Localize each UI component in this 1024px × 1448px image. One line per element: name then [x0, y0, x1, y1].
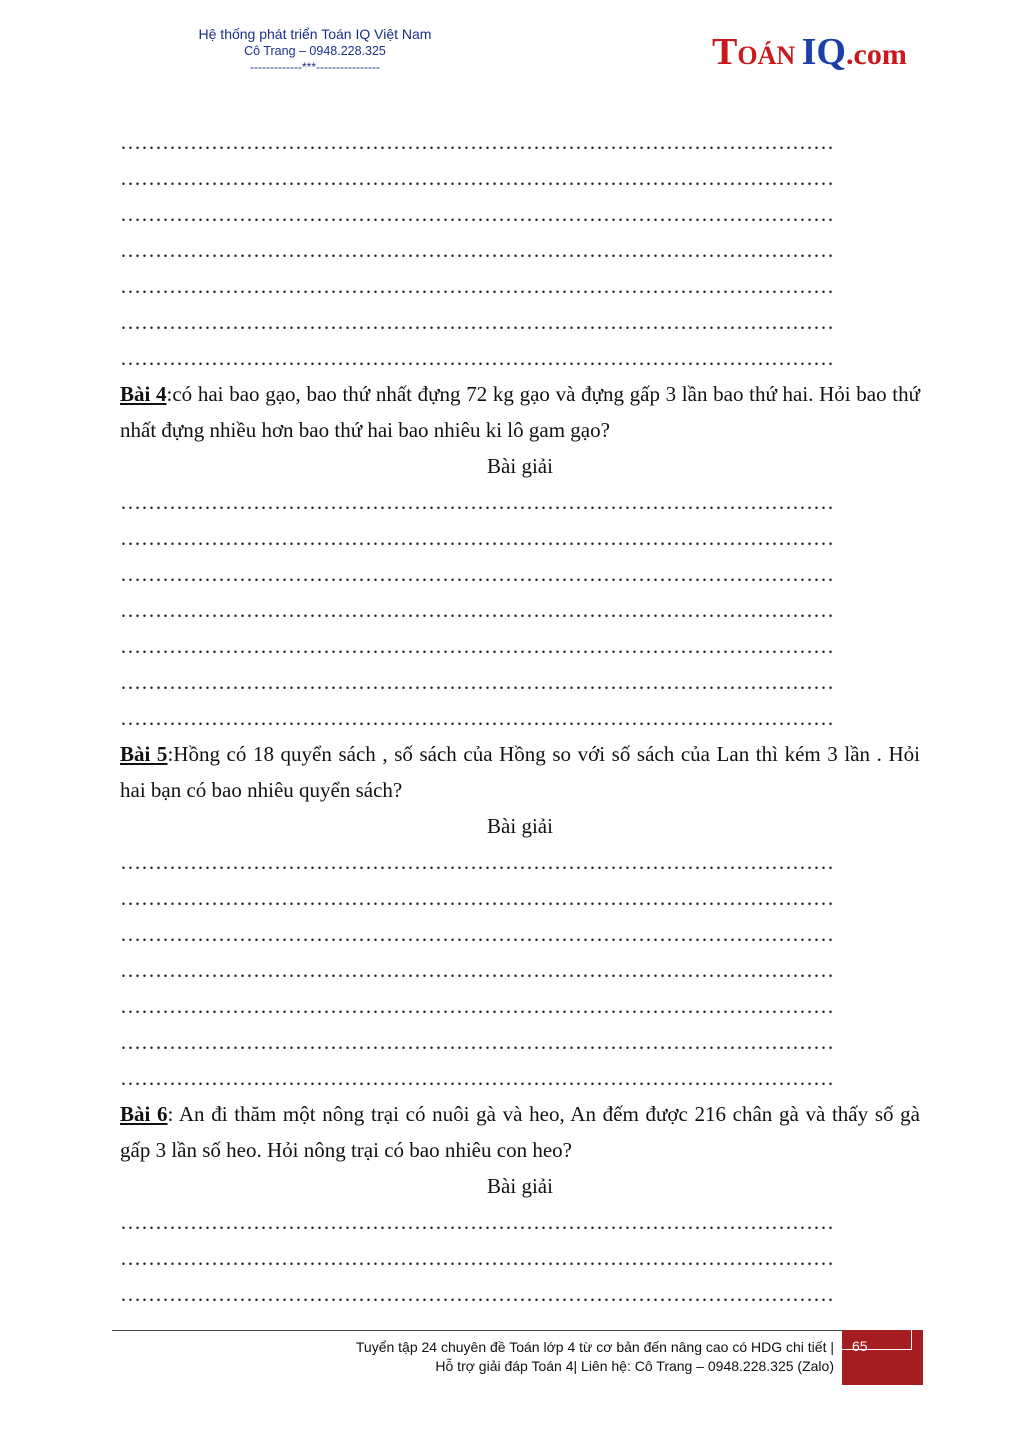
answer-line: …………………………………………………………………………………………: [120, 490, 834, 514]
problem-label: Bài 6: [120, 1102, 168, 1126]
header-contact: Cô Trang – 0948.228.325: [244, 44, 386, 58]
footer-line-1: Tuyển tập 24 chuyên đề Toán lớp 4 từ cơ bản đến nâng cao có HDG chi tiết |: [355, 1339, 834, 1355]
answer-line: …………………………………………………………………………………………: [120, 850, 834, 874]
logo-part-1: T: [712, 31, 738, 73]
answer-line: …………………………………………………………………………………………: [120, 994, 834, 1018]
problem-text: :có hai bao gạo, bao thứ nhất đựng 72 kg gạo và đựng gấp 3 lần bao thứ hai. Hỏi bao thứ nhất đựng nhiều hơn bao thứ hai bao nhiêu ki lô gam gạo?: [120, 382, 921, 442]
problem-label: Bài 5: [120, 742, 168, 766]
worksheet-content: [120, 124, 920, 1312]
page-number-box: [842, 1330, 923, 1385]
problem-text: :Hồng có 18 quyển sách , số sách của Hồng so với số sách của Lan thì kém 3 lần . Hỏi hai bạn có bao nhiêu quyển sách?: [120, 742, 920, 802]
problem-6: [120, 1096, 920, 1168]
answer-line: …………………………………………………………………………………………: [120, 130, 834, 154]
answer-line: …………………………………………………………………………………………: [120, 1282, 834, 1306]
answer-line: …………………………………………………………………………………………: [120, 598, 834, 622]
problem-4: [120, 376, 920, 448]
footer-line-2: Hỗ trợ giải đáp Toán 4| Liên hệ: Cô Trang – 0948.228.325 (Zalo): [435, 1358, 834, 1374]
answer-line: …………………………………………………………………………………………: [120, 1246, 834, 1270]
logo-part-4: .com: [846, 38, 907, 71]
logo-part-2: OÁN: [737, 41, 802, 70]
problem-5: [120, 736, 920, 808]
header-info: [160, 26, 470, 74]
logo-part-3: IQ: [801, 31, 846, 73]
problem-text: : An đi thăm một nông trại có nuôi gà và heo, An đếm được 216 chân gà và thấy số gà gấp 3 lần số heo. Hỏi nông trại có bao nhiêu con heo?: [120, 1102, 920, 1162]
solution-title: Bài giải: [487, 454, 553, 478]
header-title: Hệ thống phát triển Toán IQ Việt Nam: [198, 26, 432, 42]
problem-label: Bài 4: [120, 382, 167, 406]
answer-line: …………………………………………………………………………………………: [120, 1030, 834, 1054]
answer-line: …………………………………………………………………………………………: [120, 1066, 834, 1090]
answer-line: …………………………………………………………………………………………: [120, 922, 834, 946]
answer-line: …………………………………………………………………………………………: [120, 526, 834, 550]
answer-line: …………………………………………………………………………………………: [120, 886, 834, 910]
answer-line: …………………………………………………………………………………………: [120, 634, 834, 658]
footer-text: [356, 1338, 834, 1376]
answer-line: …………………………………………………………………………………………: [120, 958, 834, 982]
answer-line: …………………………………………………………………………………………: [120, 202, 834, 226]
answer-line: …………………………………………………………………………………………: [120, 238, 834, 262]
solution-title: Bài giải: [487, 814, 553, 838]
answer-line: …………………………………………………………………………………………: [120, 310, 834, 334]
footer-divider: [112, 1330, 842, 1331]
header-separator: -------------***----------------: [250, 60, 380, 74]
answer-line: …………………………………………………………………………………………: [120, 670, 834, 694]
answer-line: …………………………………………………………………………………………: [120, 1210, 834, 1234]
toaniq-logo: [712, 30, 907, 74]
answer-line: …………………………………………………………………………………………: [120, 562, 834, 586]
solution-title: Bài giải: [487, 1174, 553, 1198]
page-number: 65: [852, 1338, 868, 1354]
answer-line: …………………………………………………………………………………………: [120, 346, 834, 370]
answer-line: …………………………………………………………………………………………: [120, 166, 834, 190]
answer-line: …………………………………………………………………………………………: [120, 274, 834, 298]
answer-line: …………………………………………………………………………………………: [120, 706, 834, 730]
